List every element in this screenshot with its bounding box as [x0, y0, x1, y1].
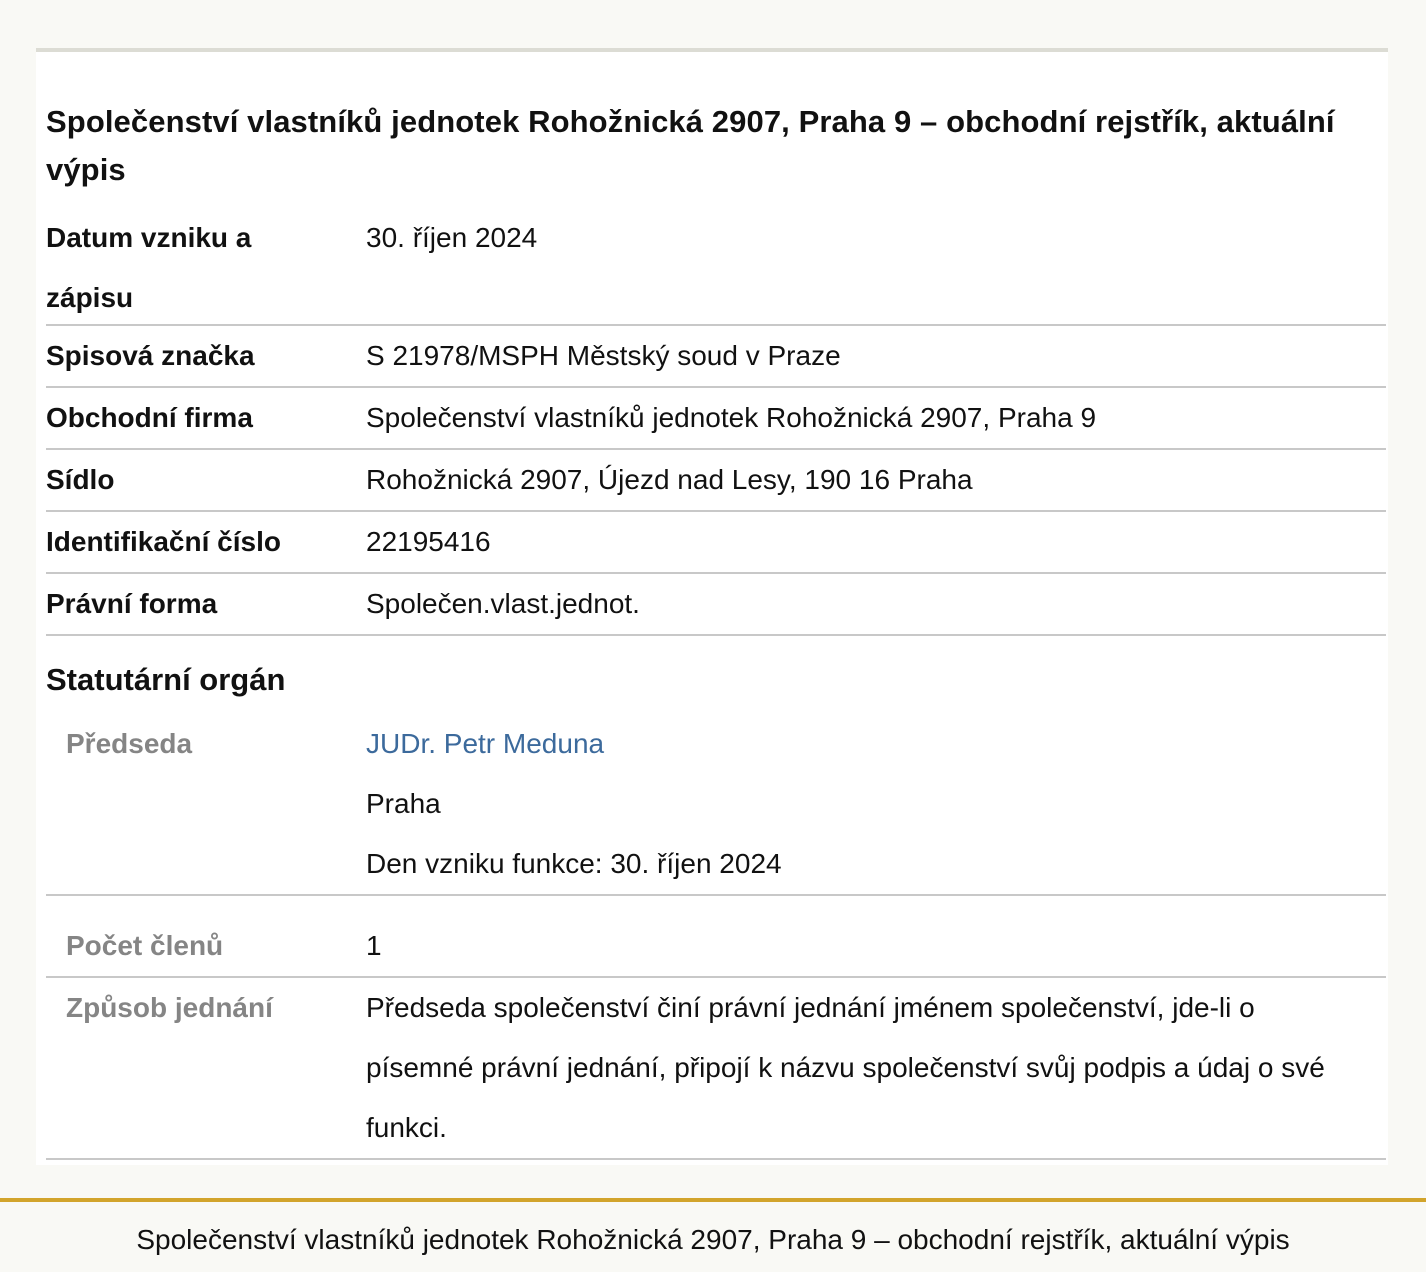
statutory-heading: Statutární orgán: [46, 662, 286, 697]
field-row-legal-form: [46, 574, 1386, 636]
statutory-members-row: [46, 896, 1386, 978]
field-value: 30. říjen 2024: [366, 222, 538, 253]
field-label: Obchodní firma: [46, 402, 253, 433]
field-row-file-number: [46, 326, 1386, 388]
chair-label: Předseda: [66, 728, 193, 759]
field-row-founding-date: [46, 208, 1386, 326]
statutory-chair-row: [46, 714, 1386, 896]
page-title: Společenství vlastníků jednotek Rohožnická 2907, Praha 9 – obchodní rejstřík, aktuální výpis: [46, 104, 1335, 187]
field-value: Společenství vlastníků jednotek Rohožnická 2907, Praha 9: [366, 402, 1097, 433]
field-value: S 21978/MSPH Městský soud v Praze: [366, 340, 841, 371]
field-value: Společen.vlast.jednot.: [366, 588, 640, 619]
field-row-company-id: [46, 512, 1386, 574]
acting-value: Předseda společenství činí právní jednání jménem společenství, jde-li o písemné právní jednání, připojí k názvu společenství svůj podpis a údaj o své funkci.: [366, 992, 1325, 1143]
field-row-address: [46, 450, 1386, 512]
members-label: Počet členů: [66, 930, 224, 961]
footer-title: Společenství vlastníků jednotek Rohožnická 2907, Praha 9 – obchodní rejstřík, aktuální výpis: [136, 1224, 1290, 1255]
field-value: Rohožnická 2907, Újezd nad Lesy, 190 16 Praha: [366, 464, 973, 495]
field-value: 22195416: [366, 526, 491, 557]
chair-start-date: Den vzniku funkce: 30. říjen 2024: [366, 848, 782, 879]
field-label: Sídlo: [46, 464, 115, 495]
field-label: Datum vzniku a zápisu: [46, 222, 252, 313]
statutory-acting-row: [46, 978, 1386, 1160]
field-row-company-name: [46, 388, 1386, 450]
registry-card: [36, 48, 1388, 1165]
chair-name-link[interactable]: JUDr. Petr Meduna: [366, 728, 605, 759]
chair-city: Praha: [366, 788, 441, 819]
members-value: 1: [366, 930, 382, 961]
field-label: Právní forma: [46, 588, 218, 619]
acting-label: Způsob jednání: [66, 992, 273, 1023]
field-label: Identifikační číslo: [46, 526, 281, 557]
chair-name: [366, 714, 1366, 774]
page-footer: [0, 1198, 1426, 1272]
field-label: Spisová značka: [46, 340, 255, 371]
